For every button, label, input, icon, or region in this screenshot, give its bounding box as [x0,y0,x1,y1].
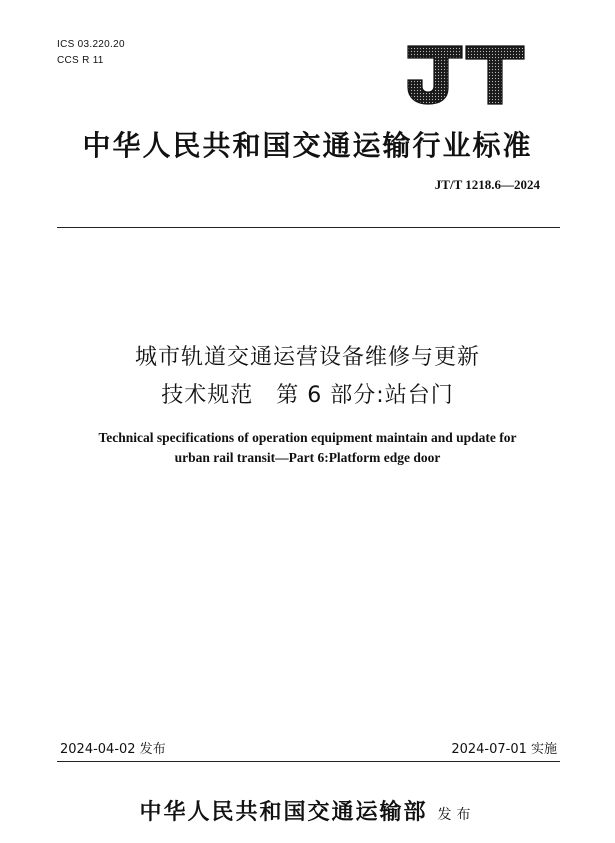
implementation-date: 2024-07-01 实施 [451,742,557,757]
chinese-title-line-1: 城市轨道交通运营设备维修与更新 [134,345,480,370]
release-date: 2024-04-02 发布 [60,742,166,757]
standard-number: JT/T 1218.6—2024 [434,177,540,192]
bottom-divider [57,761,560,762]
top-divider [57,227,560,228]
industry-standard-heading: 中华人民共和国交通运输行业标准 [82,129,533,162]
issuing-organization: 中华人民共和国交通运输部 [139,800,428,825]
ccs-code: CCS R 11 [57,55,104,66]
english-title-line-1: Technical specifications of operation equipment maintain and update for [98,430,517,445]
chinese-title-line-2: 技术规范 第 6 部分:站台门 [161,383,454,408]
jt-logo [404,44,526,106]
publish-label: 发布 [437,807,476,823]
classification-codes [57,37,125,69]
issuer-line [0,795,615,826]
ics-code: ICS 03.220.20 [57,39,125,50]
english-title-line-2: urban rail transit—Part 6:Platform edge door [174,450,441,465]
